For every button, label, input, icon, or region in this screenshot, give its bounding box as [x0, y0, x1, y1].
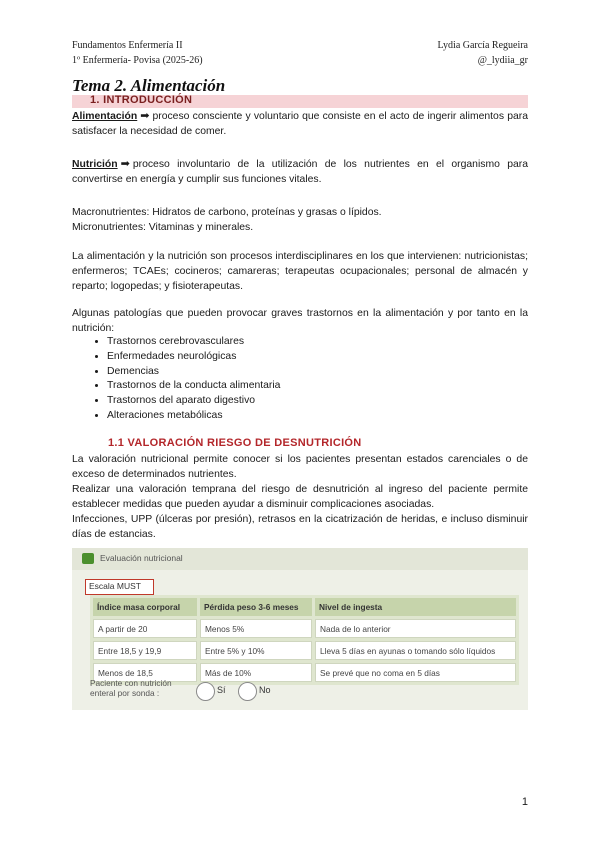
- section-heading-introduccion: [72, 95, 528, 108]
- must-table: [90, 595, 519, 685]
- table-cell: Entre 18,5 y 19,9: [93, 641, 197, 660]
- valoracion-text-2: Realizar una valoración temprana del riesgo de desnutrición al ingreso del paciente permite establecer medidas que pueden ayudar a disminuir complicaciones asociadas.: [72, 484, 528, 510]
- paragraph-nutricion: [72, 157, 528, 187]
- table-row: [93, 641, 516, 660]
- column-header: Índice masa corporal: [93, 598, 197, 616]
- must-scale-label: [85, 579, 154, 595]
- table-cell: Entre 5% y 10%: [200, 641, 312, 660]
- enteral-question-line1: Paciente con nutrición: [90, 678, 172, 688]
- valoracion-text-1: La valoración nutricional permite conocer si los pacientes presentan estados carenciales o de exceso de determinados nutrientes.: [72, 454, 528, 480]
- list-item: • Trastornos cerebrovasculares: [107, 335, 280, 350]
- list-item: • Enfermedades neurológicas: [107, 350, 280, 365]
- radio-no-label: No: [259, 685, 271, 695]
- list-item: • Trastornos del aparato digestivo: [107, 394, 280, 409]
- paragraph-patologias-intro: Algunas patologías que pueden provocar graves trastornos en la alimentación y por tanto en la nutrición:: [72, 308, 528, 334]
- table-cell: Se prevé que no coma en 5 días: [315, 663, 516, 682]
- definition-alimentacion: proceso consciente y voluntario que consiste en el acto de ingerir alimentos para satisfacer la necesidad de comer.: [72, 111, 528, 137]
- table-row: [93, 619, 516, 638]
- form-icon: [82, 553, 94, 564]
- radio-no[interactable]: [238, 682, 257, 701]
- paragraph-valoracion: [72, 452, 528, 542]
- list-item: • Demencias: [107, 365, 280, 380]
- course-name: Fundamentos Enfermería II: [72, 40, 183, 51]
- arrow-icon: ➡: [140, 110, 150, 122]
- arrow-icon: ➡: [120, 158, 130, 170]
- table-cell: Más de 10%: [200, 663, 312, 682]
- paragraph-nutrientes: [72, 205, 528, 235]
- enteral-question-line2: enteral por sonda :: [90, 688, 160, 698]
- table-cell: Lleva 5 días en ayunas o tomando sólo líquidos: [315, 641, 516, 660]
- radio-si[interactable]: [196, 682, 215, 701]
- evaluacion-nutricional-panel: [72, 548, 528, 710]
- paragraph-interdisciplinar: La alimentación y la nutrición son procesos interdisciplinares en los que intervienen: nutricionistas; enfermeros; TCAEs; cocineros; camareras; terapeutas ocupacionales; personal de almacén y reparto; logopedas; y fisioterapeutas.: [72, 251, 528, 292]
- radio-si-label: Sí: [217, 685, 226, 695]
- table-cell: A partir de 20: [93, 619, 197, 638]
- page-number: 1: [521, 796, 528, 808]
- macronutrientes-line: Macronutrientes: Hidratos de carbono, proteínas y grasas o lípidos.: [72, 207, 382, 218]
- page-title: Tema 2. Alimentación: [72, 76, 226, 95]
- table-cell: Nada de lo anterior: [315, 619, 516, 638]
- column-header: Pérdida peso 3-6 meses: [200, 598, 312, 616]
- micronutrientes-line: Micronutrientes: Vitaminas y minerales.: [72, 222, 254, 233]
- term-nutricion: Nutrición: [72, 159, 118, 170]
- table-header-row: [93, 598, 516, 616]
- term-alimentacion: Alimentación: [72, 111, 138, 122]
- header-right: [437, 38, 528, 68]
- header-left: [72, 38, 203, 68]
- panel-title: Evaluación nutricional: [100, 553, 183, 563]
- course-group: 1º Enfermería- Povisa (2025-26): [72, 55, 203, 66]
- section-heading-valoracion: 1.1 VALORACIÓN RIESGO DE DESNUTRICIÓN: [108, 437, 362, 449]
- enteral-question: [90, 678, 172, 698]
- panel-header: [72, 548, 528, 570]
- valoracion-text-3: Infecciones, UPP (úlceras por presión), retrasos en la cicatrización de heridas, e incluso disminuir días de estancias.: [72, 514, 528, 540]
- column-header: Nivel de ingesta: [315, 598, 516, 616]
- author-name: Lydia García Regueira: [437, 40, 528, 51]
- patologias-list: [90, 335, 280, 424]
- paragraph-alimentacion: [72, 109, 528, 139]
- table-cell: Menos 5%: [200, 619, 312, 638]
- table-cell: Menos de 18,5: [93, 663, 197, 682]
- section-heading-text: 1. INTRODUCCIÓN: [90, 94, 193, 106]
- must-scale-text: Escala MUST: [89, 581, 141, 591]
- definition-nutricion: proceso involuntario de la utilización de los nutrientes en el organismo para convertirse en energía y cumplir sus funciones vitales.: [72, 159, 528, 185]
- list-item: • Trastornos de la conducta alimentaria: [107, 379, 280, 394]
- list-item: • Alteraciones metabólicas: [107, 409, 280, 424]
- author-handle: @_lydiia_gr: [477, 55, 528, 66]
